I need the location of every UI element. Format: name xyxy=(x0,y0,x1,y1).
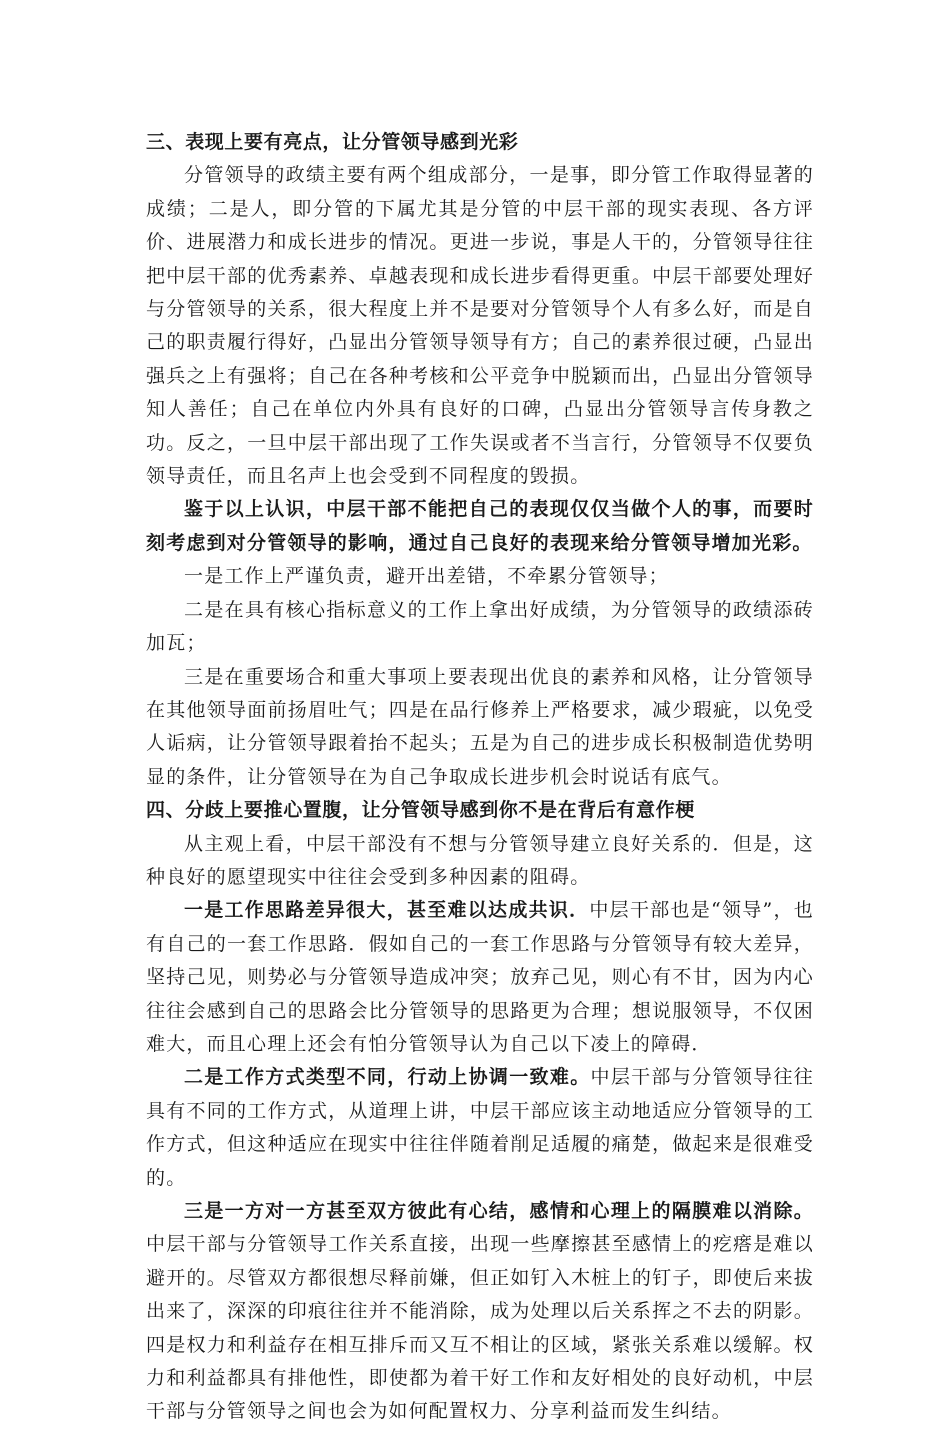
document-page xyxy=(146,126,814,1429)
section-3-point-3: 三是在重要场合和重大事项上要表现出优良的素养和风格，让分管领导在其他领导面前扬眉吐气；四是在品行修养上严格要求，减少瑕疵，以免受人诟病，让分管领导跟着抬不起头；五是为自己的进步成长积极制造优势明显的条件，让分管领导在为自己争取成长进步机会时说话有底气。 xyxy=(146,665,814,788)
section-4-point-2-lead: 二是工作方式类型不同，行动上协调一致难。 xyxy=(184,1066,591,1089)
section-4-paragraph-4 xyxy=(146,1195,814,1429)
section-3-point-1: 一是工作上严谨负责，避开出差错，不牵累分管领导； xyxy=(184,565,669,588)
section-4-point-3-body: 中层干部与分管领导工作关系直接，出现一些摩擦甚至感情上的疙瘩是难以避开的。尽管双方都很想尽释前嫌，但正如钉入木桩上的钉子，即使后来拔出来了，深深的印痕往往并不能消除，成为处理以后关系挥之不去的阴影。四是权力和利益存在相互排斥而又互不相让的区域，紧张关系难以缓解。权力和利益都具有排他性，即使都为着干好工作和友好相处的良好动机，中层干部与分管领导之间也会为如何配置权力、分享利益而发生纠结。 xyxy=(146,1233,814,1423)
section-4-point-1-lead: 一是工作思路差异很大，甚至难以达成共识． xyxy=(184,899,590,922)
section-4-heading: 四、分歧上要推心置腹，让分管领导感到你不是在背后有意作梗 xyxy=(146,799,695,822)
section-4-paragraph-3 xyxy=(146,1061,814,1195)
section-3-point-2: 二是在具有核心指标意义的工作上拿出好成绩，为分管领导的政绩添砖加瓦； xyxy=(146,598,814,655)
section-4-paragraph-1: 从主观上看，中层干部没有不想与分管领导建立良好关系的．但是，这种良好的愿望现实中往往会受到多种因素的阻碍。 xyxy=(146,832,814,888)
section-4-point-3-lead: 三是一方对一方甚至双方彼此有心结，感情和心理上的隔膜难以消除。 xyxy=(184,1200,814,1222)
section-4-point-2-body: 中层干部与分管领导往往具有不同的工作方式，从道理上讲，中层干部应该主动地适应分管领导的工作方式，但这种适应在现实中往往伴随着削足适履的痛楚，做起来是很难受的。 xyxy=(146,1066,814,1189)
section-4-paragraph-2 xyxy=(146,894,814,1061)
section-3-paragraph-1: 分管领导的政绩主要有两个组成部分，一是事，即分管工作取得显著的成绩；二是人，即分管的下属尤其是分管的中层干部的现实表现、各方评价、进展潜力和成长进步的情况。更进一步说，事是人干的，分管领导往往把中层干部的优秀素养、卓越表现和成长进步看得更重。中层干部要处理好与分管领导的关系，很大程度上并不是要对分管领导个人有多么好，而是自己的职责履行得好，凸显出分管领导领导有方；自己的素养很过硬，凸显出强兵之上有强将；自己在各种考核和公平竞争中脱颖而出，凸显出分管领导知人善任；自己在单位内外具有良好的口碑，凸显出分管领导言传身教之功。反之，一旦中层干部出现了工作失误或者不当言行，分管领导不仅要负领导责任，而且名声上也会受到不同程度的毁损。 xyxy=(146,164,814,488)
section-3-heading: 三、表现上要有亮点，让分管领导感到光彩 xyxy=(146,131,519,153)
section-3-paragraph-2: 鉴于以上认识，中层干部不能把自己的表现仅仅当做个人的事，而要时刻考虑到对分管领导的影响，通过自己良好的表现来给分管领导增加光彩。 xyxy=(146,498,814,554)
section-4-point-1-body: 中层干部也是“领导”，也有自己的一套工作思路．假如自己的一套工作思路与分管领导有较大差异，坚持己见，则势必与分管领导造成冲突；放弃己见，则心有不甘，因为内心往往会感到自己的思路会比分管领导的思路更为合理；想说服领导，不仅困难大，而且心理上还会有怕分管领导认为自己以下凌上的障碍． xyxy=(146,899,814,1055)
